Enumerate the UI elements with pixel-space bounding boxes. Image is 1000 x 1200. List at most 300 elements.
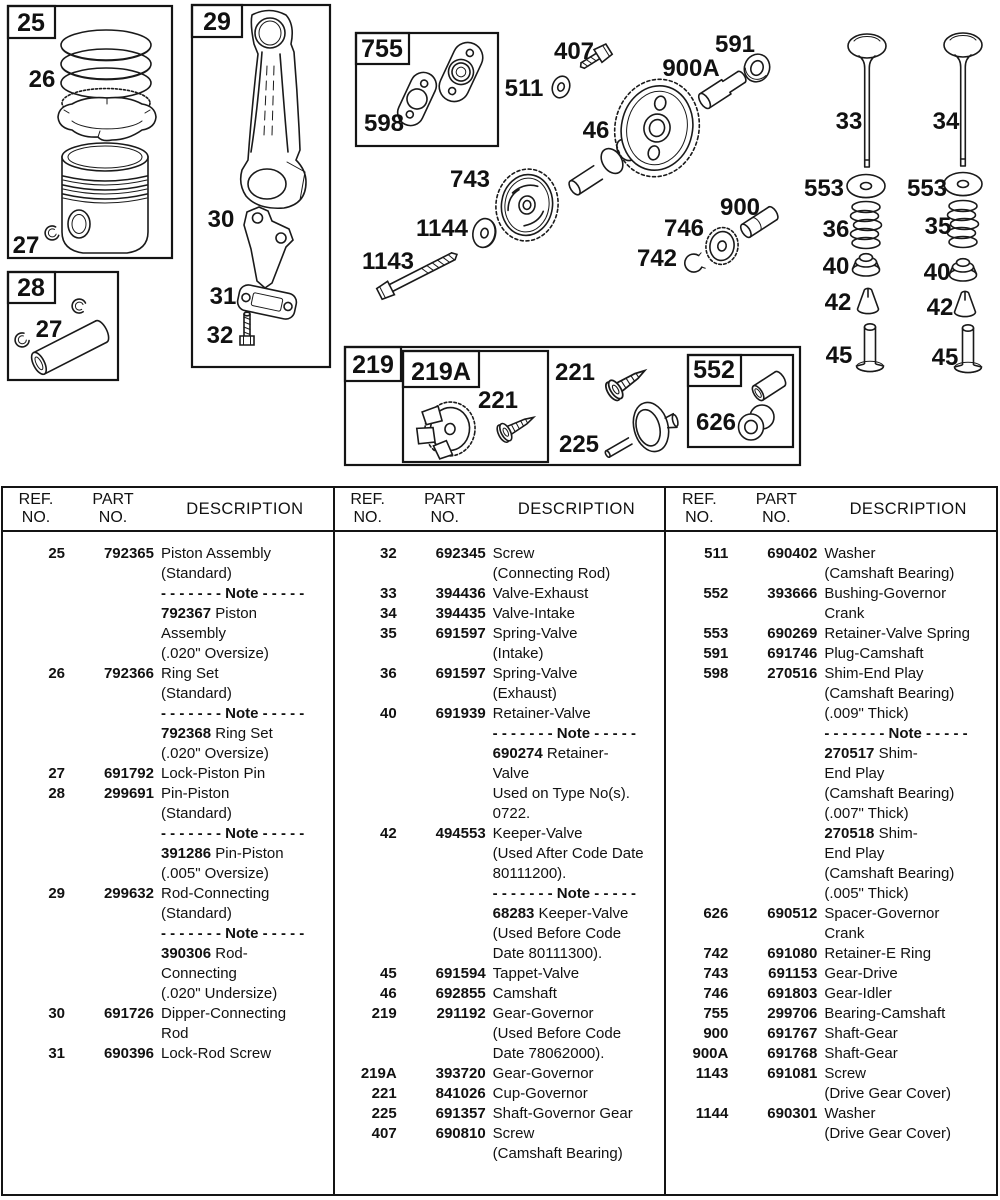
callout-900: 900: [719, 194, 761, 221]
description-cell: Keeper-Valve: [492, 825, 583, 842]
part-no-cell: 691803: [767, 985, 818, 1002]
part-no-cell: 691597: [435, 665, 486, 682]
table-row: [666, 1084, 996, 1104]
part-no-cell: [72, 864, 154, 884]
part-no-cell: [72, 564, 154, 584]
ref-no-cell: [670, 724, 728, 744]
description-cell: (.005" Oversize): [161, 865, 269, 882]
part-no-cell: 394435: [435, 605, 486, 622]
description-cell: (Used After Code Date: [492, 845, 644, 862]
description-cell: Gear-Drive: [824, 965, 898, 982]
part-no-cell: [735, 844, 817, 864]
table-row: [666, 684, 996, 704]
table-row: [335, 624, 665, 644]
part-no-cell: [404, 644, 486, 664]
part-no-cell: 691080: [767, 945, 818, 962]
illustration-pin-lock-clip: [71, 297, 87, 314]
table-row: [335, 1124, 665, 1144]
ref-no-cell: 742: [703, 945, 729, 962]
ref-no-cell: 553: [703, 625, 729, 642]
ref-no-cell: 34: [379, 605, 397, 622]
table-row: [666, 704, 996, 724]
illustration-spring-35: [948, 201, 979, 248]
illustration-governor-gear-219a: [413, 398, 479, 464]
description-cell: End Play: [824, 765, 885, 782]
header-ref-no: REF. NO.: [682, 491, 717, 526]
table-row: [3, 804, 333, 824]
table-row: [335, 864, 665, 884]
description-cell: (.020" Oversize): [161, 745, 269, 762]
part-no-cell: [404, 904, 486, 924]
description-cell: Lock-Rod Screw: [161, 1045, 272, 1062]
description-cell: Date 80111300).: [492, 945, 603, 962]
ref-no-cell: [7, 604, 65, 624]
description-cell: Rod-Connecting: [161, 885, 270, 902]
ref-no-cell: 27: [48, 765, 65, 782]
box-label-29: 29: [203, 8, 231, 36]
callout-40: 40: [923, 259, 951, 286]
table-row: [3, 1024, 333, 1044]
part-no-cell: 291192: [436, 1005, 486, 1022]
part-no-cell: [404, 684, 486, 704]
table-row: [666, 1004, 996, 1024]
description-cell: (Used Before Code: [492, 1025, 622, 1042]
part-no-cell: [404, 864, 486, 884]
ref-no-cell: [670, 684, 728, 704]
part-no-cell: [404, 744, 486, 764]
part-no-cell: 691792: [103, 765, 154, 782]
part-no-cell: [404, 884, 486, 904]
ref-no-cell: [670, 844, 728, 864]
part-no-cell: [72, 624, 154, 644]
table-row: [3, 844, 333, 864]
table-row: [335, 764, 665, 784]
table-row: [666, 984, 996, 1004]
description-cell: Piston Assembly: [161, 545, 272, 562]
description-cell: - - - - - - - Note - - - - -: [161, 705, 305, 722]
callout-1144: 1144: [415, 215, 469, 242]
part-no-cell: 691357: [435, 1105, 486, 1122]
part-no-cell: 692345: [435, 545, 486, 562]
description-cell: (.007" Thick): [824, 805, 909, 822]
ref-no-cell: 743: [703, 965, 729, 982]
description-cell: Shaft-Gear: [824, 1045, 898, 1062]
part-no-cell: [72, 1024, 154, 1044]
description-cell: Bushing-Governor: [824, 585, 947, 602]
table-rows: [666, 532, 996, 1144]
box-label-219A: 219A: [411, 358, 471, 386]
part-no-cell: 394436: [435, 585, 486, 602]
illustration-rod-screw: [240, 312, 254, 345]
description-cell: Washer: [824, 1105, 876, 1122]
description-cell: Valve: [492, 765, 530, 782]
exploded-parts-diagram: [0, 0, 1000, 482]
part-no-cell: 691726: [103, 1005, 154, 1022]
ref-no-cell: [7, 984, 65, 1004]
ref-no-cell: [7, 644, 65, 664]
table-row: [335, 784, 665, 804]
illustration-retainer-40: [853, 254, 880, 276]
part-no-cell: 841026: [435, 1085, 486, 1102]
ref-no-cell: [670, 1084, 728, 1104]
description-cell: Assembly: [161, 625, 227, 642]
part-no-cell: [735, 884, 817, 904]
part-no-cell: [72, 984, 154, 1004]
ref-no-cell: [670, 804, 728, 824]
illustration-bearing-755: [434, 38, 487, 107]
part-no-cell: [72, 964, 154, 984]
table-row: [666, 624, 996, 644]
description-cell: (Camshaft Bearing): [824, 785, 955, 802]
table-row: [335, 1044, 665, 1064]
ref-no-cell: 598: [703, 665, 729, 682]
ref-no-cell: 46: [379, 985, 397, 1002]
description-cell: - - - - - - - Note - - - - -: [492, 725, 636, 742]
ref-no-cell: [7, 844, 65, 864]
part-no-cell: 691081: [767, 1065, 818, 1082]
ref-no-cell: 33: [379, 585, 397, 602]
illustration-spacer-626: [739, 405, 775, 440]
callout-742: 742: [636, 245, 678, 272]
illustration-connecting-rod: [241, 11, 306, 209]
part-no-cell: [72, 744, 154, 764]
table-row: [666, 664, 996, 684]
callout-30: 30: [207, 206, 235, 233]
part-no-cell: 691767: [767, 1025, 818, 1042]
table-row: [3, 624, 333, 644]
callout-553: 553: [803, 175, 845, 202]
callout-45: 45: [931, 344, 959, 371]
part-no-cell: 691939: [435, 705, 486, 722]
table-row: [666, 744, 996, 764]
part-no-cell: 299706: [767, 1005, 818, 1022]
table-row: [666, 1044, 996, 1064]
description-cell: (Connecting Rod): [492, 565, 611, 582]
callout-45: 45: [825, 342, 853, 369]
table-row: [335, 724, 665, 744]
ref-no-cell: 591: [703, 645, 729, 662]
description-cell: (Standard): [161, 565, 232, 582]
illustration-idler-gear-746: [703, 225, 741, 267]
ref-no-cell: 36: [379, 665, 397, 682]
illustration-keeper-42: [858, 288, 879, 313]
table-row: [335, 584, 665, 604]
illustration-drive-gear-743: [491, 165, 562, 245]
description-cell: (.020" Undersize): [161, 985, 278, 1002]
table-row: [335, 824, 665, 844]
ref-no-cell: 511: [704, 545, 729, 562]
ref-no-cell: 900A: [692, 1045, 729, 1062]
table-row: [335, 664, 665, 684]
ref-no-cell: [339, 1144, 397, 1164]
part-no-cell: 690810: [435, 1125, 486, 1142]
table-row: [666, 584, 996, 604]
part-no-cell: [72, 924, 154, 944]
description-cell: - - - - - - - Note - - - - -: [824, 725, 968, 742]
ref-no-cell: 28: [48, 785, 65, 802]
header-description: DESCRIPTION: [186, 499, 304, 518]
part-no-cell: 690512: [767, 905, 818, 922]
parts-table-column-3: [666, 488, 996, 1194]
table-rows: [3, 532, 333, 1064]
part-no-cell: 690402: [767, 545, 818, 562]
ref-no-cell: [339, 564, 397, 584]
part-no-cell: [735, 684, 817, 704]
table-row: [666, 1064, 996, 1084]
table-row: [335, 984, 665, 1004]
description-cell: 792367 Piston: [161, 605, 257, 622]
table-row: [666, 924, 996, 944]
table-row: [3, 764, 333, 784]
part-no-cell: 691594: [435, 965, 486, 982]
ref-no-cell: [670, 924, 728, 944]
part-no-cell: [735, 824, 817, 844]
description-cell: (Camshaft Bearing): [824, 565, 955, 582]
description-cell: Shaft-Gear: [824, 1025, 898, 1042]
description-cell: - - - - - - - Note - - - - -: [492, 885, 636, 902]
part-no-cell: [404, 1144, 486, 1164]
description-cell: (Camshaft Bearing): [492, 1145, 623, 1162]
part-no-cell: 691153: [768, 965, 818, 982]
callout-511: 511: [504, 75, 544, 102]
callout-33: 33: [835, 108, 863, 135]
description-cell: Date 78062000).: [492, 1045, 605, 1062]
header-part-no: PART NO.: [755, 491, 797, 526]
table-row: [666, 1104, 996, 1124]
description-cell: Dipper-Connecting: [161, 1005, 287, 1022]
description-cell: (.020" Oversize): [161, 645, 269, 662]
ref-no-cell: 25: [48, 545, 65, 562]
table-row: [666, 604, 996, 624]
table-row: [3, 584, 333, 604]
box-label-25: 25: [17, 9, 45, 37]
table-row: [335, 904, 665, 924]
parts-table-column-1: [3, 488, 335, 1194]
description-cell: (Used Before Code: [492, 925, 622, 942]
callout-31: 31: [209, 283, 237, 310]
description-cell: (.009" Thick): [824, 705, 909, 722]
ref-no-cell: [670, 1124, 728, 1144]
description-cell: Washer: [824, 545, 876, 562]
table-row: [3, 704, 333, 724]
table-row: [335, 964, 665, 984]
table-row: [335, 884, 665, 904]
ref-no-cell: [7, 904, 65, 924]
table-row: [3, 644, 333, 664]
table-row: [666, 784, 996, 804]
part-no-cell: [404, 724, 486, 744]
ref-no-cell: 45: [379, 965, 397, 982]
illustration-ring-set: [58, 30, 156, 141]
ref-no-cell: [339, 784, 397, 804]
table-row: [335, 1064, 665, 1084]
part-no-cell: [72, 904, 154, 924]
description-cell: (Exhaust): [492, 685, 557, 702]
table-row: [666, 1024, 996, 1044]
table-row: [3, 744, 333, 764]
description-cell: Screw: [492, 545, 535, 562]
table-row: [335, 704, 665, 724]
box-label-755: 755: [361, 35, 403, 63]
illustration-pin-lock-clip: [43, 225, 59, 242]
ref-no-cell: 31: [48, 1045, 65, 1062]
part-no-cell: 393720: [435, 1065, 486, 1082]
table-row: [335, 1104, 665, 1124]
description-cell: - - - - - - - Note - - - - -: [161, 585, 305, 602]
table-row: [666, 564, 996, 584]
table-row: [666, 944, 996, 964]
part-no-cell: [72, 584, 154, 604]
description-cell: (Standard): [161, 805, 232, 822]
description-cell: (Drive Gear Cover): [824, 1085, 952, 1102]
ref-no-cell: 26: [48, 665, 65, 682]
table-row: [3, 824, 333, 844]
table-row: [335, 1144, 665, 1164]
table-row: [335, 804, 665, 824]
part-no-cell: [404, 944, 486, 964]
illustration-governor-cup-221: [603, 362, 650, 403]
part-no-cell: [735, 744, 817, 764]
table-row: [666, 764, 996, 784]
part-no-cell: 393666: [767, 585, 818, 602]
description-cell: Gear-Governor: [492, 1065, 594, 1082]
ref-no-cell: [7, 704, 65, 724]
description-cell: Ring Set: [161, 665, 219, 682]
ref-no-cell: [339, 924, 397, 944]
callout-42: 42: [926, 294, 954, 321]
description-cell: Bearing-Camshaft: [824, 1005, 946, 1022]
table-row: [335, 644, 665, 664]
table-row: [335, 744, 665, 764]
table-row: [335, 564, 665, 584]
description-cell: Plug-Camshaft: [824, 645, 924, 662]
ref-no-cell: 755: [703, 1005, 729, 1022]
ref-no-cell: [670, 884, 728, 904]
box-label-219: 219: [352, 351, 394, 379]
illustration-dipper: [244, 207, 293, 288]
illustration-spring-36: [851, 202, 882, 249]
description-cell: Pin-Piston: [161, 785, 230, 802]
callout-46: 46: [582, 117, 610, 144]
illustration-washer-511: [550, 74, 573, 100]
table-row: [335, 604, 665, 624]
ref-no-cell: 1144: [695, 1105, 729, 1122]
description-cell: 792368 Ring Set: [161, 725, 273, 742]
table-row: [3, 984, 333, 1004]
ref-no-cell: [339, 644, 397, 664]
ref-no-cell: 746: [703, 985, 729, 1002]
ref-no-cell: [670, 604, 728, 624]
header-ref-no: REF. NO.: [350, 491, 385, 526]
header-part-no: PART NO.: [92, 491, 134, 526]
table-row: [3, 784, 333, 804]
ref-no-cell: [339, 944, 397, 964]
table-header: [3, 488, 333, 532]
table-row: [3, 944, 333, 964]
callout-900A: 900A: [662, 55, 720, 82]
part-no-cell: [735, 1124, 817, 1144]
ref-no-cell: [339, 764, 397, 784]
part-no-cell: [72, 724, 154, 744]
table-row: [666, 724, 996, 744]
table-row: [3, 684, 333, 704]
table-row: [3, 664, 333, 684]
description-cell: (.005" Thick): [824, 885, 909, 902]
illustration-bushing-552: [750, 370, 788, 403]
ref-no-cell: [670, 744, 728, 764]
ref-no-cell: [339, 904, 397, 924]
illustration-e-ring-742: [683, 252, 706, 274]
callout-407: 407: [553, 38, 595, 65]
table-row: [666, 844, 996, 864]
description-cell: Spring-Valve: [492, 665, 578, 682]
part-no-cell: 690269: [767, 625, 818, 642]
ref-no-cell: [7, 924, 65, 944]
header-description: DESCRIPTION: [849, 499, 967, 518]
part-no-cell: [404, 784, 486, 804]
ref-no-cell: [7, 824, 65, 844]
part-no-cell: 494553: [435, 825, 486, 842]
description-cell: 390306 Rod-: [161, 945, 248, 962]
ref-no-cell: [7, 944, 65, 964]
part-no-cell: [735, 564, 817, 584]
description-cell: 80111200).: [492, 865, 567, 882]
description-cell: Screw: [492, 1125, 535, 1142]
parts-table-column-2: [335, 488, 667, 1194]
part-no-cell: [404, 1044, 486, 1064]
part-no-cell: [404, 764, 486, 784]
part-no-cell: 299632: [103, 885, 154, 902]
box-label-552: 552: [693, 356, 735, 384]
part-no-cell: 691768: [767, 1045, 818, 1062]
ref-no-cell: [339, 804, 397, 824]
illustration-keeper-42: [955, 291, 976, 316]
part-no-cell: [735, 804, 817, 824]
description-cell: Retainer-E Ring: [824, 945, 932, 962]
ref-no-cell: [339, 884, 397, 904]
ref-no-cell: [670, 824, 728, 844]
ref-no-cell: [7, 964, 65, 984]
ref-no-cell: [7, 564, 65, 584]
description-cell: 0722.: [492, 805, 531, 822]
description-cell: 270517 Shim-: [824, 745, 918, 762]
callout-746: 746: [663, 215, 705, 242]
description-cell: Gear-Governor: [492, 1005, 594, 1022]
description-cell: Tappet-Valve: [492, 965, 580, 982]
ref-no-cell: [7, 864, 65, 884]
description-cell: End Play: [824, 845, 885, 862]
ref-no-cell: 40: [379, 705, 397, 722]
callout-27: 27: [35, 316, 63, 343]
part-no-cell: [735, 764, 817, 784]
part-no-cell: 690396: [103, 1045, 154, 1062]
callout-34: 34: [932, 108, 960, 135]
part-no-cell: [72, 644, 154, 664]
ref-no-cell: 219: [371, 1005, 397, 1022]
part-no-cell: [404, 804, 486, 824]
callout-42: 42: [824, 289, 852, 316]
callout-32: 32: [206, 322, 234, 349]
table-row: [3, 904, 333, 924]
part-no-cell: 270516: [767, 665, 818, 682]
table-row: [3, 564, 333, 584]
ref-no-cell: [670, 704, 728, 724]
ref-no-cell: 32: [379, 545, 397, 562]
ref-no-cell: 29: [48, 885, 65, 902]
ref-no-cell: 219A: [360, 1065, 397, 1082]
table-row: [666, 864, 996, 884]
table-row: [666, 1124, 996, 1144]
